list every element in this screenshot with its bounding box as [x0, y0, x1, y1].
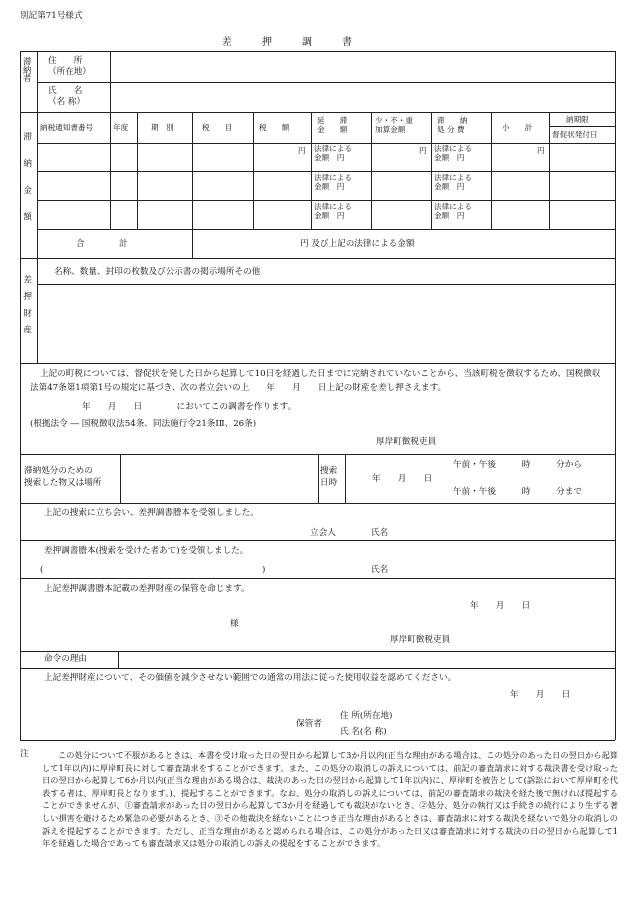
header-due-date: 納期限	[566, 115, 589, 124]
total-label: 合 計	[76, 239, 128, 249]
header-tax-amount: 税 額	[259, 123, 290, 132]
witness-label: 立会人	[310, 528, 336, 538]
tax-amount-yen: 円	[298, 146, 306, 155]
header-tax-item: 税 目	[202, 123, 233, 132]
address-label: 住 所 （所在地）	[48, 56, 91, 78]
custody-official: 厚岸町徴税吏員	[390, 635, 451, 645]
header-year: 年度	[113, 123, 129, 132]
witness-text: 上記の捜索に立ち会い、差押調書謄本を受領しました。	[44, 508, 259, 518]
custody-date: 年 月 日	[470, 601, 531, 611]
statement-date-line: 年 月 日 においてこの調書を作ります。	[82, 402, 297, 412]
additional-yen: 円	[419, 146, 427, 155]
keeper-address-label: 住 所(所在地)	[340, 711, 393, 721]
seized-label: 差押財産	[21, 275, 32, 342]
disposition-row3: 法律による 金額 円	[434, 202, 472, 221]
delinquent-label: 滞納者	[22, 57, 33, 83]
statement-official: 厚岸町徴税吏員	[376, 437, 437, 447]
keeper-label: 保管者	[296, 719, 322, 729]
usage-text: 上記差押財産について、その価値を減少させない範囲での通常の用法に従った使用収益を認めてください。	[44, 673, 457, 683]
statement-body: 上記の町税については、督促状を発した日から起算して10日を経過した日までに完納されていないことから、当該町税を徴収するため、国税徴収法第47条第1項第1号の規定に基づき、次の者立会いの上 年 月 日上記の財産を差し押さえます。	[30, 369, 601, 393]
header-notice-no: 納税通知書番号	[40, 123, 94, 132]
page-title: 差 押 調 書	[222, 37, 352, 48]
note-text: この処分について不服があるときは、本書を受け取った日の翌日から起算して3か月以内(正当な理由がある場合は、この処分のあった日の翌日から起算して1年以内)に厚岸町長に対して審査請求をすることができます。また、この処分の取消しの訴えについては、前記の審査請求に対する裁決書を受け取った日の翌日から起算して6か月以内(正当な理由がある場合は、裁決のあった日の翌日から起算して1年以内)に、厚岸町を被告として(訴訟において厚岸町を代表する者は、厚岸町長となります。)、提起することができます。なお、処分の取消しの訴えについては、前記の審査請求の裁決を経た後で無ければ提起することができませんが、①審査請求があった日の翌日から起算して3か月を経過しても裁決がないとき、②処分、処分の執行又は手続きの続行により生ずる著しい損害を避けるため緊急の必要があるとき、③その他裁決を経ないことにつき正当な理由があるときは、審査請求に対する裁決を経ないで処分の取消しの訴えを提起することができます。ただし、正当な理由があると認められる場合は、この処分があった日又は審査請求に対する裁決の日の翌日から起算して1年を経過した場合であっても審査請求又は処分の取消しの訴えの提起をすることができます。	[42, 750, 618, 849]
seized-header: 名称、数量、封印の枚数及び公示書の掲示場所その他	[54, 267, 261, 277]
note-label: 注	[20, 749, 29, 759]
search-date: 年 月 日	[372, 474, 433, 484]
custody-addressee: 様	[230, 619, 239, 629]
header-period: 期 別	[151, 123, 174, 132]
header-reminder-date: 督促状発付日	[552, 130, 598, 139]
amounts-label: 滞納金額	[21, 132, 32, 239]
statement-basis: (根拠法令 ― 国税徴収法54条、同法施行令21条ⅠⅡ、26条)	[30, 419, 257, 429]
late-fee-row2: 法律による 金額 円	[314, 173, 352, 192]
header-disposition-cost: 滞 納 処 分 費	[437, 116, 468, 135]
subtotal-yen: 円	[537, 146, 545, 155]
search-to: 午前・午後 時 分まで	[453, 487, 582, 497]
receipt-name-label: 氏名	[371, 565, 389, 575]
receipt-paren-open: (	[40, 565, 44, 575]
custody-text: 上記差押調書謄本記載の差押財産の保管を命じます。	[44, 584, 250, 594]
usage-date: 年 月 日	[510, 690, 571, 700]
header-late-fee: 延 滞 金 額	[317, 116, 348, 135]
keeper-name-label: 氏 名(名 称)	[340, 727, 387, 737]
disposition-row1: 法律による 金額 円	[434, 144, 472, 163]
late-fee-row3: 法律による 金額 円	[314, 202, 352, 221]
header-additional: 少・不・重 加算金額	[375, 116, 413, 135]
disposition-row2: 法律による 金額 円	[434, 173, 472, 192]
name-label: 氏 名 （名 称）	[48, 86, 86, 108]
receipt-paren-close: )	[262, 565, 266, 575]
receipt-text: 差押調書謄本(捜索を受けた者あて)を受領しました。	[44, 546, 249, 556]
header-subtotal: 小 計	[502, 123, 533, 132]
form-number: 別記第71号様式	[20, 11, 83, 21]
search-from: 午前・午後 時 分から	[453, 460, 582, 470]
late-fee-row1: 法律による 金額 円	[314, 144, 352, 163]
search-time-label: 捜索 日時	[320, 466, 338, 489]
search-label: 滞納処分のための 捜索した物又は場所	[24, 466, 102, 489]
order-reason-label: 命令の理由	[44, 654, 87, 664]
witness-name-label: 氏名	[371, 528, 389, 538]
total-text: 円 及び上記の法律による金額	[300, 239, 415, 249]
